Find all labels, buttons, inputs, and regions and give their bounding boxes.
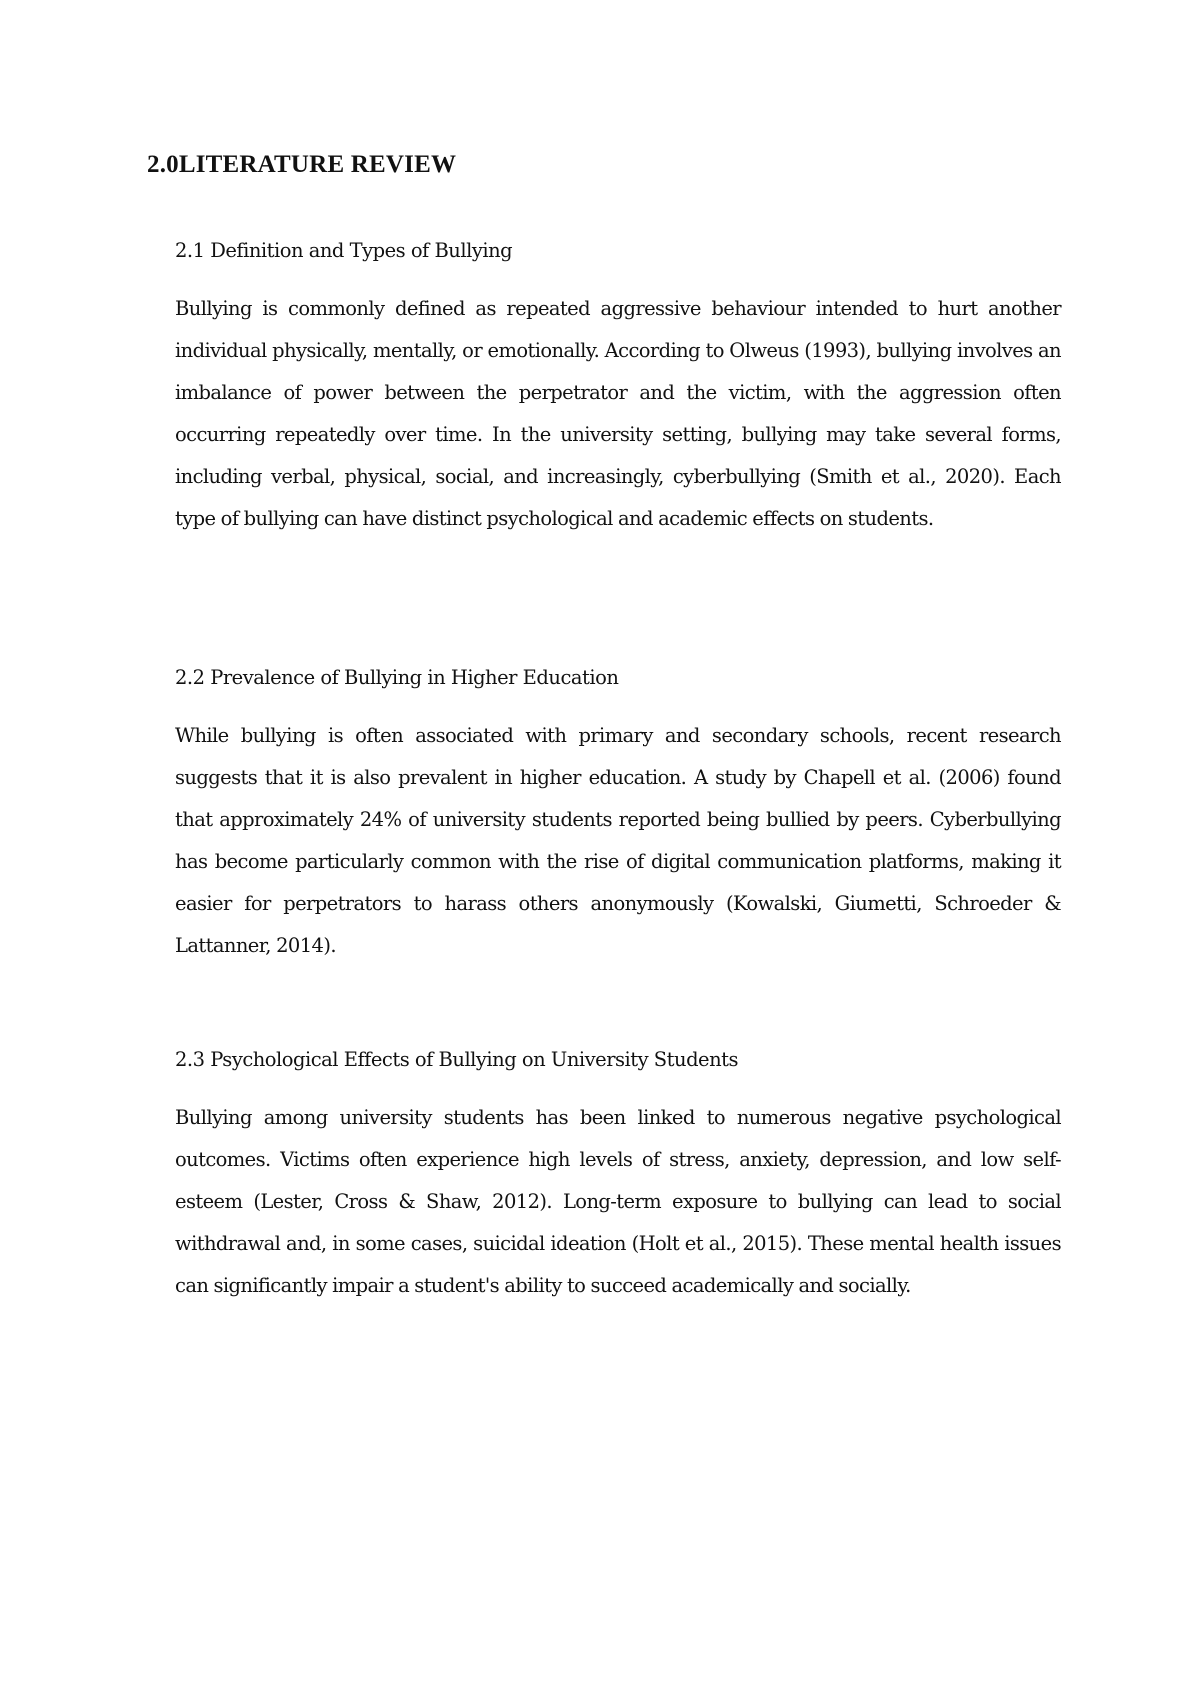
- section-paragraph: While bullying is often associated with primary and secondary schools, recent research suggests that it is also prevalent in higher education. A study by Chapell et al. (2006) found that approximately 24% of university students reported being bullied by peers. Cyberbullying has become particularly common with the rise of digital communication platforms, making it easier for perpetrators to harass others anonymously (Kowalski, Giumetti, Schroeder & Lattanner, 2014).: [175, 724, 1061, 957]
- section-definition-types: [175, 234, 1061, 540]
- section-heading: 2.3 Psychological Effects of Bullying on University Students: [175, 1048, 738, 1071]
- section-prevalence: [175, 661, 1061, 967]
- section-paragraph: Bullying among university students has been linked to numerous negative psychological outcomes. Victims often experience high levels of stress, anxiety, depression, and low self-esteem (Lester, Cross & Shaw, 2012). Long-term exposure to bullying can lead to social withdrawal and, in some cases, suicidal ideation (Holt et al., 2015). These mental health issues can significantly impair a student's ability to succeed academically and socially.: [175, 1106, 1061, 1297]
- section-paragraph: Bullying is commonly defined as repeated aggressive behaviour intended to hurt another individual physically, mentally, or emotionally. According to Olweus (1993), bullying involves an imbalance of power between the perpetrator and the victim, with the aggression often occurring repeatedly over time. In the university setting, bullying may take several forms, including verbal, physical, social, and increasingly, cyberbullying (Smith et al., 2020). Each type of bullying can have distinct psychological and academic effects on students.: [175, 297, 1061, 530]
- section-heading: 2.1 Definition and Types of Bullying: [175, 239, 513, 262]
- section-psychological-effects: [175, 1043, 1061, 1307]
- section-heading: 2.2 Prevalence of Bullying in Higher Education: [175, 666, 619, 689]
- chapter-title: 2.0LITERATURE REVIEW: [147, 151, 457, 178]
